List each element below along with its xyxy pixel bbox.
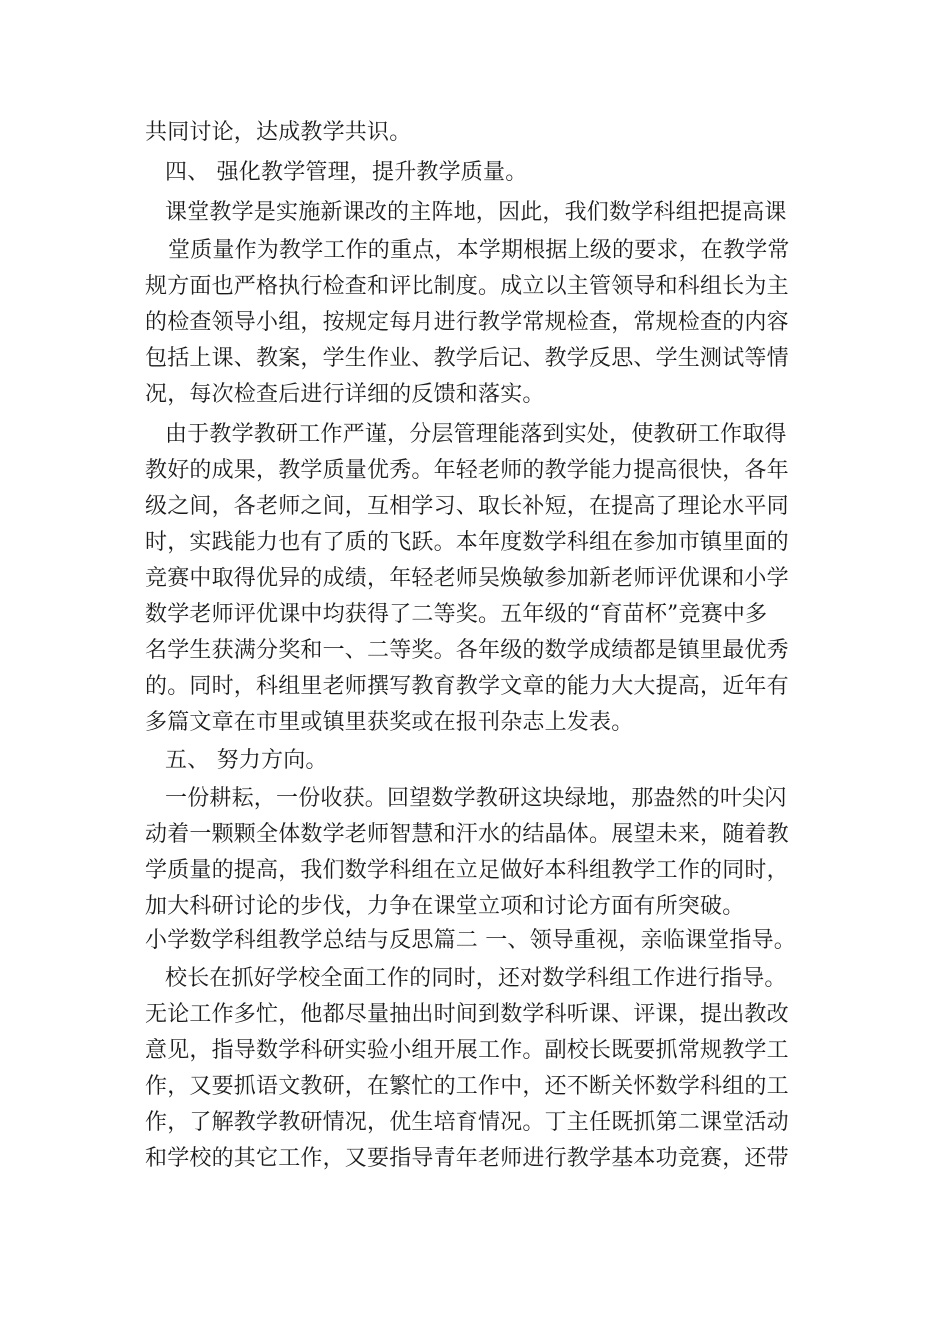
text-line: 数学老师评优课中均获得了二等奖。五年级的“育苗杯”竞赛中多: [145, 602, 768, 627]
text-line: 堂质量作为教学工作的重点，本学期根据上级的要求，在教学常: [168, 238, 790, 263]
text-line: 级之间，各老师之间，互相学习、取长补短，在提高了理论水平同: [145, 494, 789, 519]
text-line: 加大科研讨论的步伐，力争在课堂立项和讨论方面有所突破。: [145, 894, 745, 919]
text-line: 作，又要抓语文教研，在繁忙的工作中，还不断关怀数学科组的工: [145, 1074, 789, 1099]
text-line: 一份耕耘，一份收获。回望数学教研这块绿地，那盎然的叶尖闪: [165, 786, 787, 811]
article-title: 小学数学科组教学总结与反思篇二 一、领导重视，亲临课堂指导。: [145, 928, 796, 953]
text-line: 名学生获满分奖和一、二等奖。各年级的数学成绩都是镇里最优秀: [145, 638, 789, 663]
text-line: 规方面也严格执行检查和评比制度。成立以主管领导和科组长为主: [145, 274, 789, 299]
text-line: 多篇文章在市里或镇里获奖或在报刊杂志上发表。: [145, 710, 634, 735]
text-line: 竞赛中取得优异的成绩，年轻老师吴焕敏参加新老师评优课和小学: [145, 566, 789, 591]
text-line: 由于教学教研工作严谨，分层管理能落到实处，使教研工作取得: [165, 422, 787, 447]
text-line: 教好的成果，教学质量优秀。年轻老师的教学能力提高很快，各年: [145, 458, 789, 483]
text-line: 共同讨论，达成教学共识。: [145, 120, 412, 145]
text-line: 学质量的提高，我们数学科组在立足做好本科组教学工作的同时，: [145, 858, 789, 883]
text-line: 时，实践能力也有了质的飞跃。本年度数学科组在参加市镇里面的: [145, 530, 789, 555]
text-line: 和学校的其它工作，又要指导青年老师进行教学基本功竞赛，还带: [145, 1146, 789, 1171]
section-heading: 四、 强化教学管理，提升教学质量。: [165, 160, 528, 185]
text-line: 作，了解教学教研情况，优生培育情况。丁主任既抓第二课堂活动: [145, 1110, 789, 1135]
text-line: 的。同时，科组里老师撰写教育教学文章的能力大大提高，近年有: [145, 674, 789, 699]
text-line: 课堂教学是实施新课改的主阵地，因此，我们数学科组把提高课: [165, 200, 787, 225]
text-line: 包括上课、教案，学生作业、教学后记、教学反思、学生测试等情: [145, 346, 789, 371]
text-line: 校长在抓好学校全面工作的同时，还对数学科组工作进行指导。: [165, 966, 787, 991]
text-line: 意见，指导数学科研实验小组开展工作。副校长既要抓常规教学工: [145, 1038, 789, 1063]
text-line: 况，每次检查后进行详细的反馈和落实。: [145, 382, 545, 407]
text-line: 的检查领导小组，按规定每月进行教学常规检查，常规检查的内容: [145, 310, 789, 335]
text-line: 动着一颗颗全体数学老师智慧和汗水的结晶体。展望未来，随着教: [145, 822, 789, 847]
section-heading: 五、 努力方向。: [165, 748, 328, 773]
text-line: 无论工作多忙，他都尽量抽出时间到数学科听课、评课，提出教改: [145, 1002, 789, 1027]
